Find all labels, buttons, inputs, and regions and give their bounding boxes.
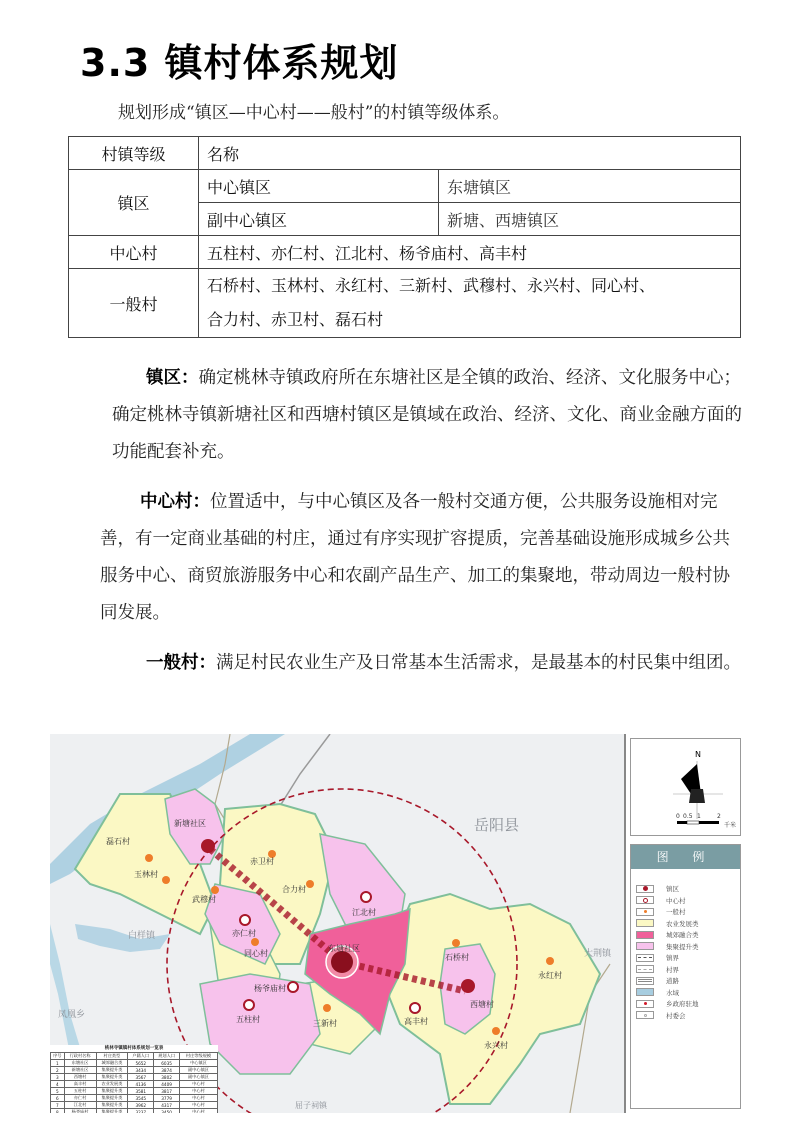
mini-table-row [51, 1102, 218, 1109]
legend-label: 农业发展类 [666, 919, 699, 928]
mini-table-caption: 桃林寺镇镇村体系规划一览表 [104, 1046, 164, 1051]
mini-table-cell: 中心村 [179, 1109, 217, 1114]
header-level: 村镇等级 [69, 137, 199, 170]
mini-table-cell: 副中心镇区 [179, 1074, 217, 1081]
mini-header: 行政村名称 [64, 1053, 96, 1060]
label-jiangbei: 江北村 [352, 908, 376, 917]
paragraph-text: 位置适中，与中心镇区及各一般村交通方便，公共服务设施相对完善，有一定商业基础的村庄，通过有序实现扩容提质，完善基础设施形成城乡公共服务中心、商贸旅游服务中心和农副产品生产、加工的集聚地，带动周边一般村协同发展。 [100, 492, 730, 623]
village-system-map [50, 734, 743, 1113]
mini-table-row [51, 1095, 218, 1102]
village-boundary-line-icon [636, 965, 654, 973]
header-name: 名称 [199, 137, 741, 170]
level-town: 镇区 [69, 170, 199, 236]
general-village-sanxin [323, 1004, 331, 1012]
town-value-center: 东塘镇区 [439, 170, 741, 203]
legend-item [636, 895, 740, 907]
center-village-list: 五柱村、亦仁村、江北村、杨爷庙村、高丰村 [199, 236, 741, 269]
town-type-sub: 副中心镇区 [199, 203, 439, 236]
mini-table-row [51, 1109, 218, 1114]
agri-swatch-icon [636, 919, 654, 927]
village-committee-icon [636, 1011, 654, 1019]
mini-table-body [51, 1060, 218, 1114]
legend-label: 水域 [666, 988, 679, 997]
general-village-wumu [211, 886, 219, 894]
paragraph-label: 一般村： [146, 653, 216, 673]
label-tongxin: 同心村 [244, 949, 268, 958]
paragraph-text: 确定桃林寺镇政府所在东塘社区是全镇的政治、经济、文化服务中心；确定桃林寺镇新塘社区和西塘村镇区是镇域在政治、经济、文化、商业金融方面的功能配套补充。 [112, 368, 742, 462]
label-chiwei: 赤卫村 [250, 857, 274, 866]
scale-tick: 0.5 [683, 813, 693, 820]
legend-label: 村界 [666, 965, 679, 974]
label-yongxing: 永兴村 [484, 1041, 508, 1050]
fusion-swatch-icon [636, 931, 654, 939]
legend-item [636, 1010, 740, 1022]
general-village-yongxing [492, 1027, 500, 1035]
town-type-center: 中心镇区 [199, 170, 439, 203]
gather-swatch-icon [636, 942, 654, 950]
paragraph-text: 满足村民农业生产及日常基本生活需求，是最基本的村民集中组团。 [216, 653, 741, 673]
scale-unit: 千米 [724, 822, 737, 829]
label-shiqiao: 石桥村 [445, 953, 469, 962]
mini-table-row [51, 1067, 218, 1074]
mini-table-cell: 集聚提升类 [96, 1109, 128, 1114]
road-line-icon [636, 977, 654, 985]
general-village-yulin [162, 876, 170, 884]
mini-table-cell: 4409 [154, 1081, 180, 1088]
village-tier-table [68, 136, 741, 338]
town-xintang-dot [201, 839, 215, 853]
legend-label: 一般村 [666, 908, 686, 917]
mini-table-row [51, 1088, 218, 1095]
mini-table-cell: 中心村 [179, 1081, 217, 1088]
mini-header: 户籍人口 [128, 1053, 154, 1060]
mini-table-cell: 东塘社区 [64, 1060, 96, 1067]
center-village-jiangbei [361, 892, 371, 902]
mini-table-cell: 3779 [154, 1095, 180, 1102]
mini-table-header [51, 1053, 218, 1060]
mini-table-cell: 3874 [154, 1067, 180, 1074]
legend-label: 道路 [666, 977, 679, 986]
label-gaofeng: 高丰村 [404, 1017, 428, 1026]
place-yueyang: 岳阳县 [474, 816, 520, 834]
intro-paragraph: 规划形成“镇区—中心村——般村”的村镇等级体系。 [118, 103, 510, 123]
level-general-village: 一般村 [69, 269, 199, 338]
general-village-tongxin [251, 938, 259, 946]
compass-box [630, 738, 741, 836]
table-row [69, 236, 741, 269]
label-sanxin: 三新村 [313, 1019, 337, 1028]
center-village-wuzhu [244, 1000, 254, 1010]
mini-table-cell: 7 [51, 1102, 65, 1109]
mini-table-cell: 3817 [154, 1088, 180, 1095]
mini-table-cell: 城郊融合类 [96, 1060, 128, 1067]
legend-item [636, 906, 740, 918]
general-village-heli [306, 880, 314, 888]
mini-table-cell: 中心镇区 [179, 1060, 217, 1067]
paragraph-label: 中心村： [140, 492, 210, 512]
label-leishi: 磊石村 [106, 837, 130, 846]
mini-table-cell: 亦仁村 [64, 1095, 96, 1102]
legend-item [636, 918, 740, 930]
legend-item [636, 952, 740, 964]
label-yulin: 玉林村 [134, 870, 158, 879]
mini-table-cell: 西塘村 [64, 1074, 96, 1081]
legend-label: 乡政府驻地 [666, 1000, 699, 1009]
lake-shape [75, 924, 170, 952]
legend-item [636, 883, 740, 895]
legend-item [636, 941, 740, 953]
mini-table-cell: 3450 [154, 1109, 180, 1114]
mini-table-cell: 中心村 [179, 1102, 217, 1109]
mini-table-row [51, 1081, 218, 1088]
mini-table-cell: 3581 [128, 1088, 154, 1095]
scale-tick: 1 [697, 813, 701, 820]
label-xitang: 西塘村 [470, 1000, 494, 1009]
table-header-row [69, 137, 741, 170]
legend-label: 村委会 [666, 1011, 686, 1020]
mini-table-row [51, 1060, 218, 1067]
general-village-yonghong [546, 957, 554, 965]
town-value-sub: 新塘、西塘镇区 [439, 203, 741, 236]
label-yangyemiao: 杨爷庙村 [254, 984, 286, 993]
mini-table-cell: 江北村 [64, 1102, 96, 1109]
label-dongtang: 东塘社区 [328, 944, 360, 953]
center-village-yiren [240, 915, 250, 925]
section-heading: 3.3 镇村体系规划 [80, 41, 399, 85]
mini-table-cell: 集聚提升类 [96, 1102, 128, 1109]
table-row [69, 269, 741, 338]
place-fenghuang: 凤凰乡 [58, 1010, 86, 1020]
mini-table-cell: 8 [51, 1109, 65, 1114]
legend-label: 中心村 [666, 896, 686, 905]
mini-table-row [51, 1074, 218, 1081]
town-boundary-line-icon [636, 954, 654, 962]
mini-header: 村庄类型 [96, 1053, 128, 1060]
legend-item [636, 964, 740, 976]
mini-table-cell: 新塘社区 [64, 1067, 96, 1074]
legend-item [636, 975, 740, 987]
mini-header: 规划人口 [154, 1053, 180, 1060]
mini-table-cell: 5652 [128, 1060, 154, 1067]
legend-label: 镇界 [666, 954, 679, 963]
mini-table-cell: 3567 [128, 1074, 154, 1081]
mini-header: 村庄等级规模 [179, 1053, 217, 1060]
place-baixiang: 白样镇 [128, 931, 156, 941]
paragraph-label: 镇区： [146, 368, 199, 388]
mini-table-cell: 农业发展类 [96, 1081, 128, 1088]
north-label: N [695, 750, 701, 759]
mini-table-cell: 集聚提升类 [96, 1088, 128, 1095]
water-swatch-icon [636, 988, 654, 996]
mini-table-cell: 3 [51, 1074, 65, 1081]
general-village-line-1: 石桥村、玉林村、永红村、三新村、武穆村、永兴村、同心村、 [207, 276, 656, 295]
level-center-village: 中心村 [69, 236, 199, 269]
label-yonghong: 永红村 [538, 971, 562, 980]
place-quzi: 屈子祠镇 [295, 1101, 327, 1110]
mini-table-cell: 6 [51, 1095, 65, 1102]
mini-table-cell: 4 [51, 1081, 65, 1088]
mini-table-cell: 集聚提升类 [96, 1074, 128, 1081]
mini-summary-table [50, 1045, 218, 1113]
general-village-shiqiao [452, 939, 460, 947]
mini-table-cell: 中心村 [179, 1088, 217, 1095]
legend-item [636, 987, 740, 999]
mini-table-cell: 4136 [128, 1081, 154, 1088]
mini-table-cell: 副中心镇区 [179, 1067, 217, 1074]
mini-table-cell: 3237 [128, 1109, 154, 1114]
place-dajing: 大荆镇 [584, 949, 612, 959]
label-wuzhu: 五柱村 [236, 1015, 260, 1024]
town-dongtang-dot [331, 951, 353, 973]
legend-label: 城郊融合类 [666, 931, 699, 940]
scale-tick: 2 [717, 813, 721, 820]
mini-table-cell: 中心村 [179, 1095, 217, 1102]
mini-table-cell: 杨爷庙村 [64, 1109, 96, 1114]
general-village-list [199, 269, 741, 338]
mini-table-cell: 3545 [128, 1095, 154, 1102]
mini-table-cell: 3962 [128, 1102, 154, 1109]
legend-list [631, 883, 740, 1021]
mini-table-cell: 五柱村 [64, 1088, 96, 1095]
town-dot-icon [636, 885, 654, 893]
town-xitang-dot [461, 979, 475, 993]
center-village-gaofeng [410, 1003, 420, 1013]
paragraph-general-village [112, 645, 742, 682]
mini-table-cell: 5 [51, 1088, 65, 1095]
general-village-leishi [145, 854, 153, 862]
label-xintang: 新塘社区 [174, 819, 206, 828]
center-village-yangyemiao [288, 982, 298, 992]
table-row [69, 170, 741, 203]
mini-table-cell: 高丰村 [64, 1081, 96, 1088]
legend-title: 图 例 [631, 845, 740, 869]
legend-label: 镇区 [666, 885, 679, 894]
gov-seat-icon [636, 1000, 654, 1008]
legend-label: 集聚提升类 [666, 942, 699, 951]
label-heli: 合力村 [282, 885, 306, 894]
mini-table-cell: 6035 [154, 1060, 180, 1067]
scale-tick: 0 [676, 813, 680, 820]
mini-table-cell: 4317 [154, 1102, 180, 1109]
mini-header: 序号 [51, 1053, 65, 1060]
general-village-dot-icon [636, 908, 654, 916]
map-legend [630, 844, 741, 1109]
map-side-panel [624, 734, 743, 1113]
mini-table-cell: 3434 [128, 1067, 154, 1074]
paragraph-town [112, 360, 742, 471]
center-village-ring-icon [636, 896, 654, 904]
label-wumu: 武穆村 [192, 895, 216, 904]
mini-table-cell: 3802 [154, 1074, 180, 1081]
mini-table-cell: 2 [51, 1067, 65, 1074]
mini-table-cell: 1 [51, 1060, 65, 1067]
paragraph-center-village [100, 484, 745, 632]
legend-item [636, 998, 740, 1010]
mini-table-cell: 集聚提升类 [96, 1095, 128, 1102]
mini-table-cell: 集聚提升类 [96, 1067, 128, 1074]
legend-item [636, 929, 740, 941]
general-village-line-2: 合力村、赤卫村、磊石村 [207, 310, 384, 329]
label-yiren: 亦仁村 [232, 929, 256, 938]
